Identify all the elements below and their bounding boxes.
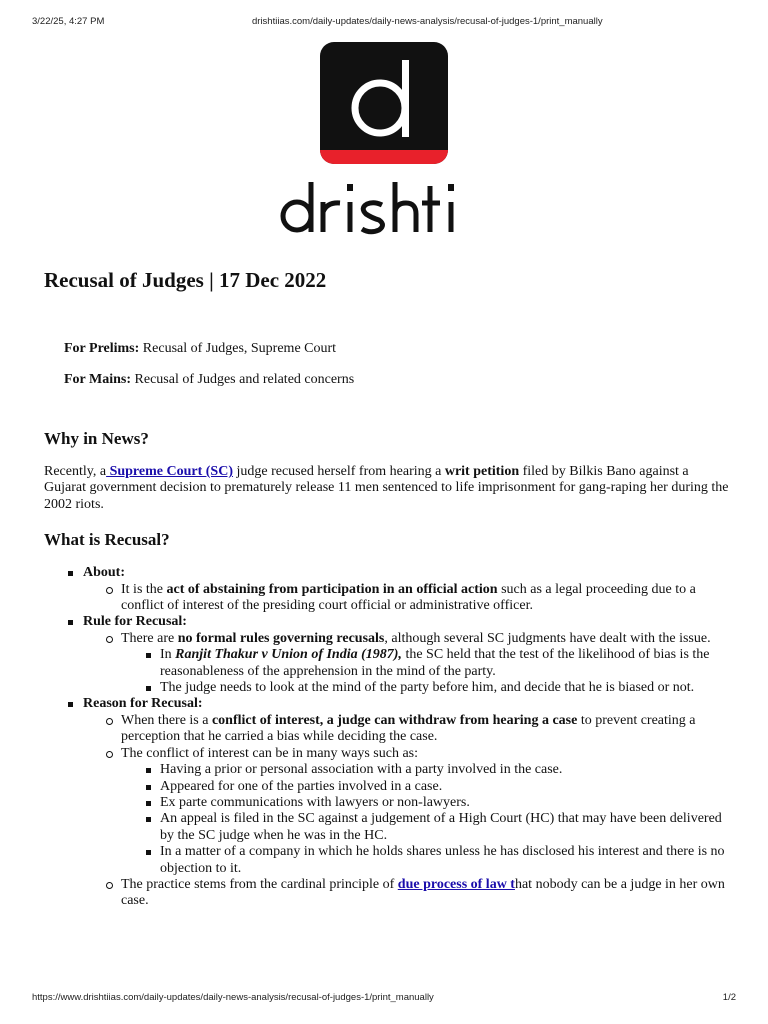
logo-red-band: [320, 150, 448, 164]
drishti-logo[interactable]: [280, 42, 465, 237]
rule-label: Rule for Recusal:: [83, 614, 187, 630]
list-item: Ex parte communications with lawyers or non-lawyers.: [160, 795, 734, 811]
reason-subsublist: [121, 762, 734, 877]
reason3-pre: The practice stems from the cardinal principle of: [121, 876, 398, 892]
rule-sublist: [83, 631, 734, 697]
reason-label: Reason for Recusal:: [83, 696, 203, 712]
print-header-url: drishtiias.com/daily-updates/daily-news-analysis/recusal-of-judges-1/print_manually: [252, 16, 603, 27]
list-item: In a matter of a company in which he holds shares unless he has disclosed his interest and there is no objection to it.: [160, 844, 734, 877]
about-pre: It is the: [121, 581, 167, 597]
about-sublist: [83, 582, 734, 615]
rule-subsublist: [121, 647, 734, 696]
reason-item-ways: [121, 746, 734, 877]
about-label: About:: [83, 565, 126, 581]
why-in-news-paragraph: [44, 464, 734, 513]
mains-line: [64, 371, 734, 389]
reason-sublist: [83, 713, 734, 910]
rule-pre: There are: [121, 630, 178, 646]
syllabus-tags: [64, 340, 734, 389]
list-item: An appeal is filed in the SC against a judgement of a High Court (HC) that may have been delivered by the SC judge when he was in the HC.: [160, 811, 734, 844]
recusal-list: [44, 565, 734, 910]
list-item-reason: [83, 696, 734, 909]
drishti-wordmark: [280, 172, 465, 237]
list-item: Appeared for one of the parties involved in a case.: [160, 779, 734, 795]
reason-item-conflict: [121, 713, 734, 746]
prelims-text: Recusal of Judges, Supreme Court: [139, 341, 337, 356]
about-post: such as a legal proceeding due to a conflict of interest of the presiding court official or administrative officer.: [121, 581, 696, 614]
about-bold: act of abstaining from participation in an official action: [166, 581, 498, 597]
print-footer-url: https://www.drishtiias.com/daily-updates/daily-news-analysis/recusal-of-judges-1/print_manually: [32, 992, 434, 1003]
list-item-about: [83, 565, 734, 614]
case-pre: In: [160, 647, 176, 663]
rule-bold: no formal rules governing recusals: [177, 630, 385, 646]
why-text-pre: Recently, a: [44, 464, 107, 479]
article-title: Recusal of Judges | 17 Dec 2022: [44, 268, 327, 292]
rule-case-item: [160, 647, 734, 680]
what-is-recusal-heading: What is Recusal?: [44, 530, 170, 550]
mains-label: For Mains:: [64, 372, 132, 387]
logo-tile-icon: [320, 42, 448, 164]
why-text-mid: judge recused herself from hearing a: [232, 464, 445, 479]
print-footer: [32, 992, 736, 1006]
list-item: Having a prior or personal association with a party involved in the case.: [160, 762, 734, 778]
reason2-text: The conflict of interest can be in many ways such as:: [121, 745, 419, 761]
reason1-bold: conflict of interest, a judge can withdraw from hearing a case: [211, 712, 578, 728]
page-number: 1/2: [722, 992, 736, 1003]
due-process-link[interactable]: due process of law t: [397, 876, 515, 892]
case-post: the SC held that the test of the likelihood of bias is the reasonableness of the apprehension in the mind of the party.: [160, 647, 710, 679]
why-text-post: filed by Bilkis Bano against a Gujarat government decision to prematurely release 11 men sentenced to life imprisonment for gang-raping her during the 2002 riots.: [44, 464, 729, 512]
prelims-label: For Prelims:: [64, 341, 140, 356]
why-in-news-heading: Why in News?: [44, 429, 149, 448]
writ-petition-bold: writ petition: [444, 464, 520, 479]
prelims-line: [64, 340, 734, 358]
about-definition: [121, 582, 734, 615]
article: [44, 266, 734, 910]
supreme-court-link[interactable]: Supreme Court (SC): [106, 464, 233, 479]
reason-item-practice: [121, 877, 734, 910]
reason1-pre: When there is a: [121, 712, 212, 728]
rule-post: , although several SC judgments have dealt with the issue.: [384, 630, 711, 646]
reason1-post: to prevent creating a perception that he carried a bias while deciding the case.: [121, 712, 696, 745]
mains-text: Recusal of Judges and related concerns: [131, 372, 355, 387]
list-item-rule: [83, 614, 734, 696]
rule-mind-item: The judge needs to look at the mind of the party before him, and decide that he is biased or not.: [160, 680, 734, 696]
reason3-post: hat nobody can be a judge in her own case.: [121, 876, 725, 909]
print-datetime: 3/22/25, 4:27 PM: [32, 16, 105, 27]
rule-item: [121, 631, 734, 697]
case-name: Ranjit Thakur v Union of India (1987),: [175, 647, 402, 663]
print-header: [32, 16, 736, 30]
